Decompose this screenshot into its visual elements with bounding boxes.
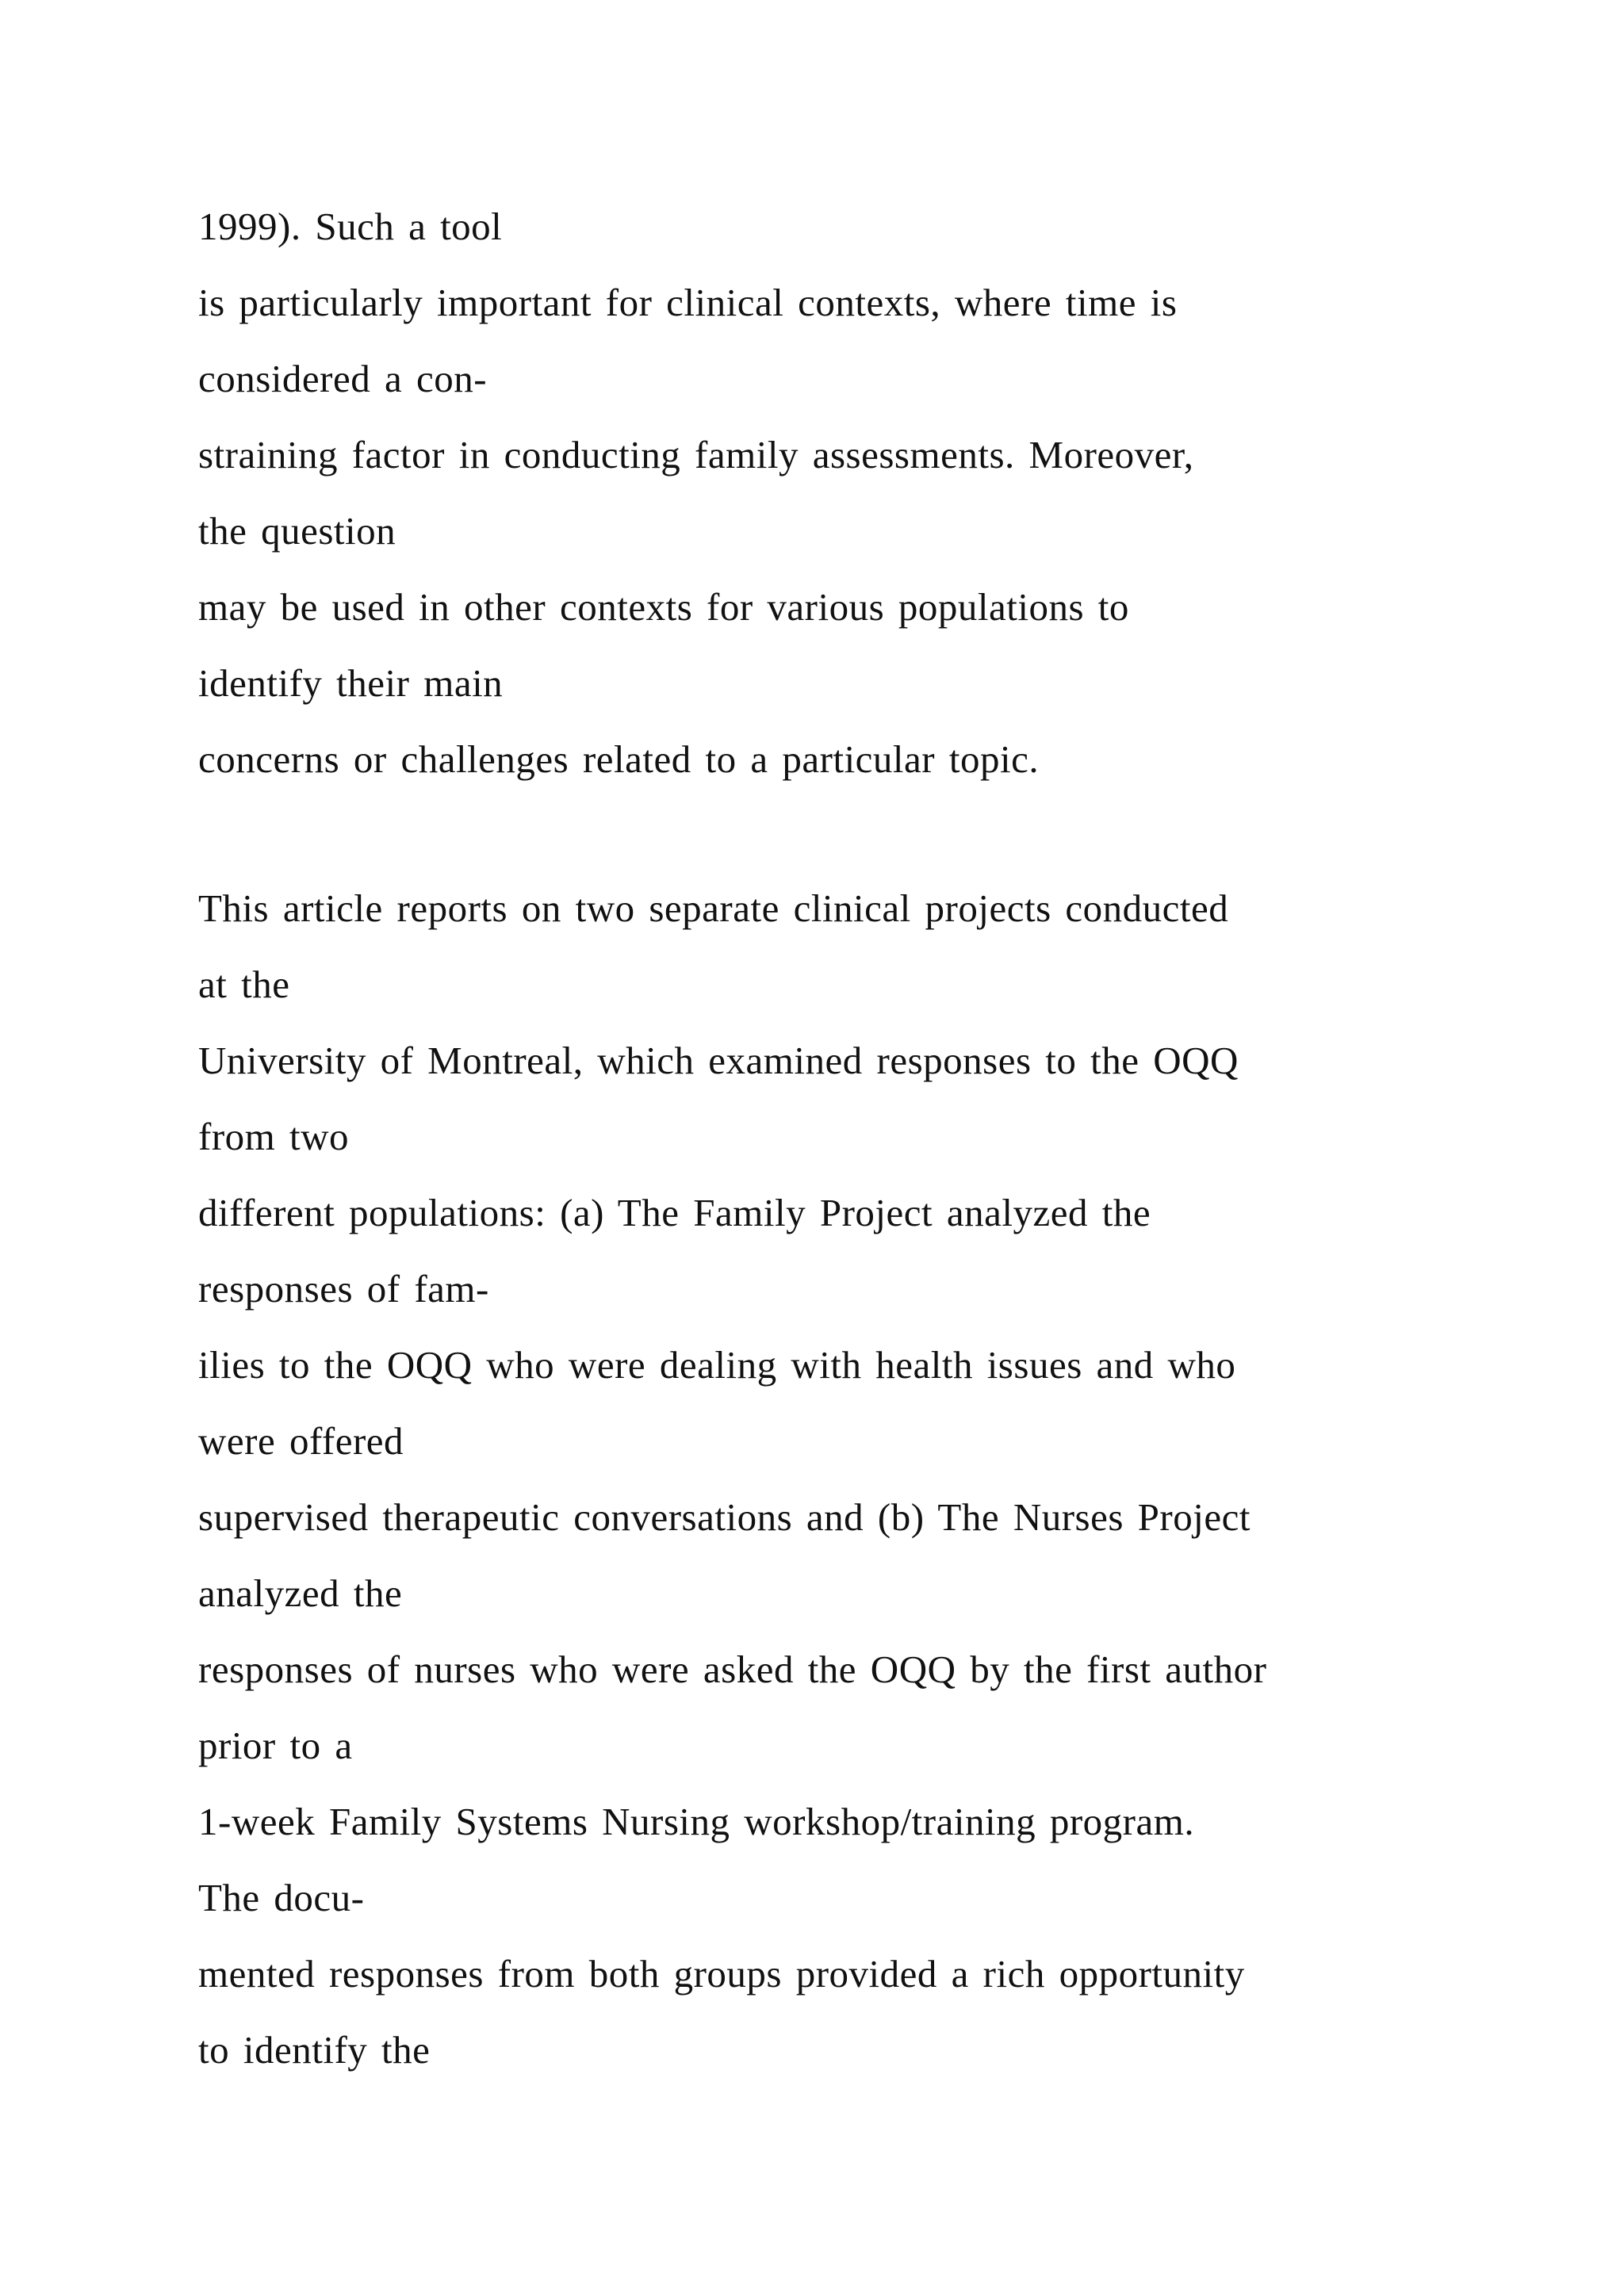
paragraph-1	[198, 189, 1546, 798]
text-line: the question	[198, 509, 396, 553]
text-line: analyzed the	[198, 1571, 403, 1615]
text-line: University of Montreal, which examined responses to the OQQ	[198, 1039, 1239, 1082]
text-line: supervised therapeutic conversations and (b) The Nurses Project	[198, 1495, 1251, 1539]
text-line: concerns or challenges related to a particular topic.	[198, 737, 1040, 781]
text-line: from two	[198, 1115, 349, 1158]
text-line: 1-week Family Systems Nursing workshop/training program.	[198, 1800, 1195, 1843]
text-line: responses of fam-	[198, 1267, 489, 1311]
text-line: different populations: (a) The Family Project analyzed the	[198, 1191, 1151, 1234]
text-line: straining factor in conducting family assessments. Moreover,	[198, 433, 1194, 476]
text-line: This article reports on two separate clinical projects conducted	[198, 886, 1229, 930]
text-line: prior to a	[198, 1724, 353, 1767]
text-line: is particularly important for clinical contexts, where time is	[198, 281, 1178, 324]
text-line: were offered	[198, 1419, 404, 1463]
text-line: ilies to the OQQ who were dealing with health issues and who	[198, 1343, 1236, 1387]
text-line: to identify the	[198, 2028, 431, 2072]
text-line: The docu-	[198, 1876, 365, 1919]
text-line: may be used in other contexts for various populations to	[198, 585, 1129, 629]
text-line: mented responses from both groups provided a rich opportunity	[198, 1952, 1245, 1996]
text-line: 1999). Such a tool	[198, 205, 503, 248]
text-line: identify their main	[198, 661, 504, 705]
paragraph-2	[198, 871, 1546, 2088]
text-line: considered a con-	[198, 357, 488, 400]
text-line: responses of nurses who were asked the OQQ by the first author	[198, 1647, 1267, 1691]
text-line: at the	[198, 962, 290, 1006]
